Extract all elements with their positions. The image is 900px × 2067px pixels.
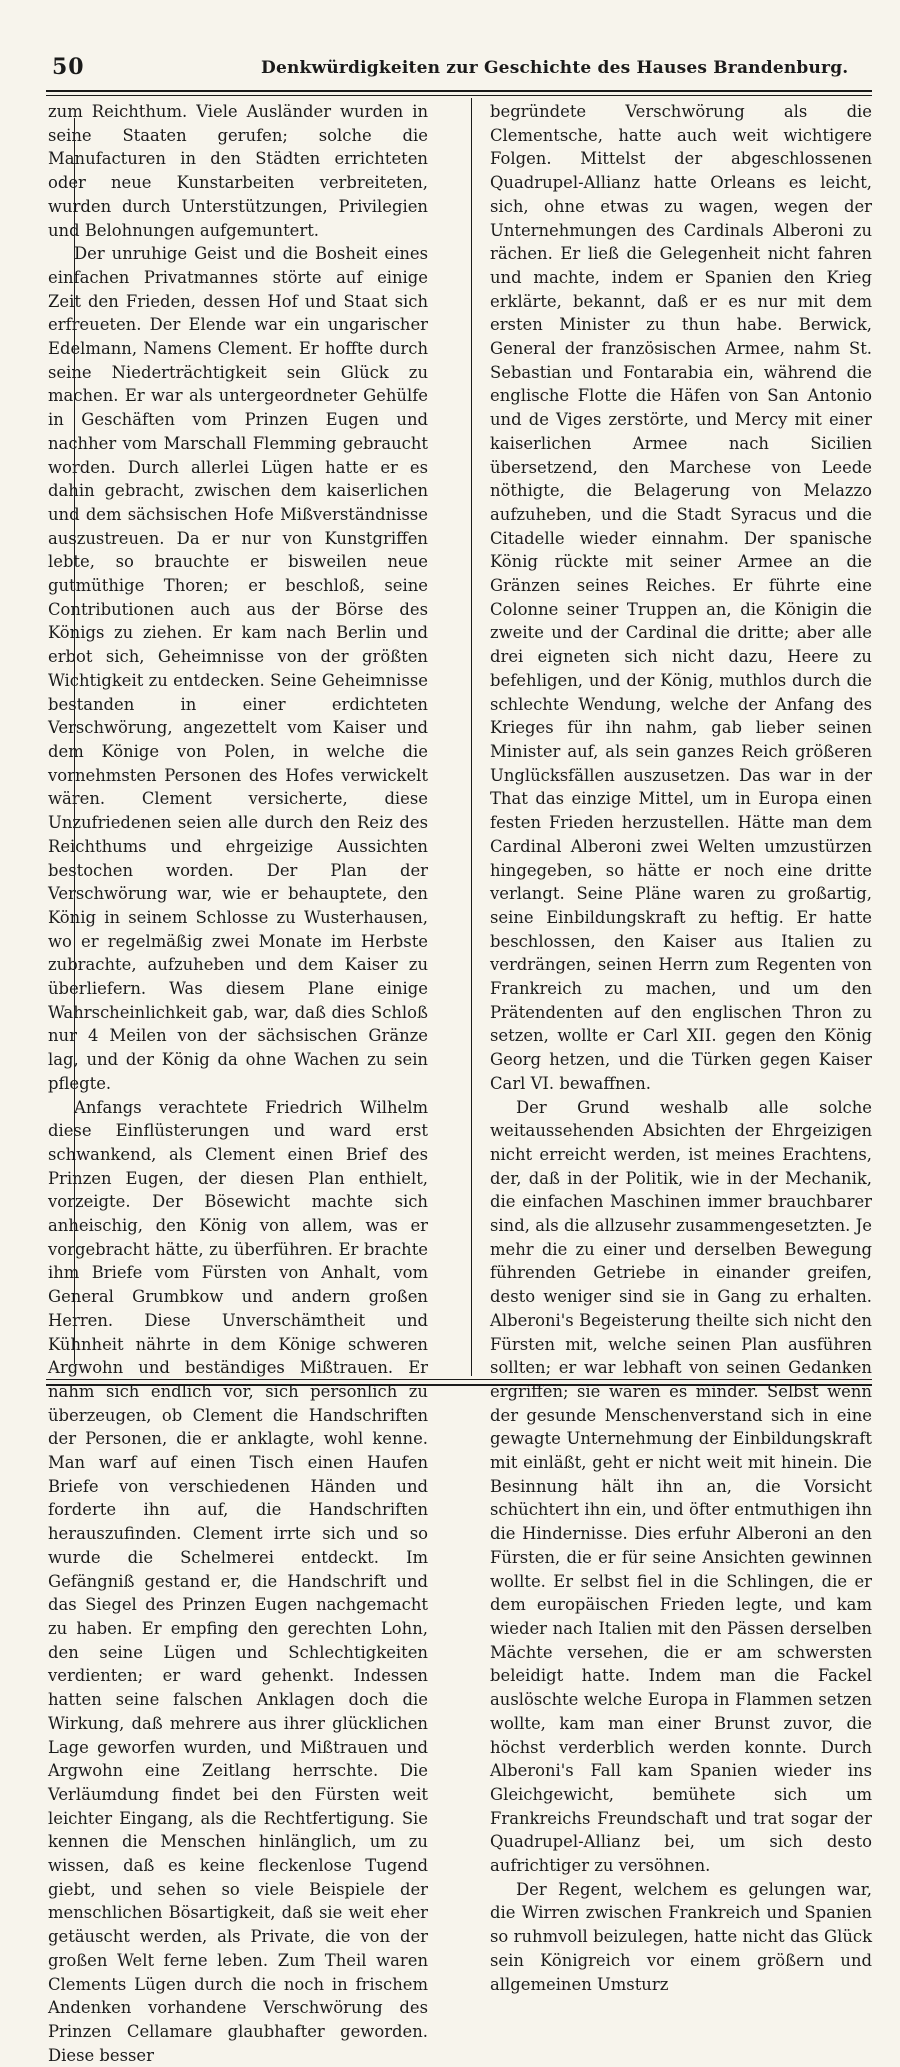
page-number: 50: [52, 54, 85, 80]
book-page: [46, 48, 872, 2065]
right-column: [490, 100, 872, 1994]
right-paragraph-3: Der Regent, welchem es gelungen war, die Wirren zwischen Frankreich und Spanien so ruhmvoll beizulegen, hatte nicht das Glück sein Königreich vor einem größern und allgemeinen Umsturz: [490, 1879, 872, 1994]
column-divider: [471, 98, 472, 1376]
left-column: [48, 100, 428, 2065]
left-paragraph-2: Der unruhige Geist und die Bosheit eines einfachen Privatmannes störte auf einige Zeit den Frieden, dessen Hof und Staat sich erfreueten. Der Elende war ein ungarischer Edelmann, Namens Clement. Er hoffte durch seine Niederträchtigkeit sein Glück zu machen. Er war als untergeordneter Gehülfe in Geschäften vom Prinzen Eugen und nachher vom Marschall Flemming gebraucht worden. Durch allerlei Lügen hatte er es dahin gebracht, zwischen dem kaiserlichen und dem sächsischen Hofe Mißverständnisse auszustreuen. Da er nur von Kunstgriffen lebte, so brauchte er bisweilen neue gutmüthige Thoren; er beschloß, seine Contributionen auch aus der Börse des Königs zu ziehen. Er kam nach Berlin und erbot sich, Geheimnisse von der größten Wichtigkeit zu entdecken. Seine Geheimnisse bestanden in einer erdichteten Verschwörung, angezettelt vom Kaiser und dem Könige von Polen, in welche die vornehmsten Personen des Hofes verwickelt wären. Clement versicherte, diese Unzufriedenen seien alle durch den Reiz des Reichthums und ehrgeizige Aussichten bestochen worden. Der Plan der Verschwörung war, wie er behauptete, den König in seinem Schlosse zu Wusterhausen, wo er regelmäßig zwei Monate im Herbste zubrachte, aufzuheben und dem Kaiser zu überliefern. Was diesem Plane einige Wahrscheinlichkeit gab, war, daß dies Schloß nur 4 Meilen von der sächsischen Gränze lag, und der König da ohne Wachen zu sein pflegte.: [48, 244, 428, 1093]
right-paragraph-2: Der Grund weshalb alle solche weitaussehenden Absichten der Ehrgeizigen nicht erreicht werden, ist meines Erachtens, der, daß in der Politik, wie in der Mechanik, die einfachen Maschinen immer brauchbarer sind, als die allzusehr zusammengesetzten. Je mehr die zu einer und derselben Bewegung führenden Getriebe in einander greifen, desto weniger sind sie in Gang zu erhalten. Alberoni's Begeisterung theilte sich nicht den Fürsten mit, welche seinen Plan ausführen sollten; er war lebhaft von seinen Gedanken ergriffen; sie waren es minder. Selbst wenn der gesunde Menschenverstand sich in eine gewagte Unternehmung der Einbildungskraft mit einläßt, geht er nicht weit mit hinein. Die Besinnung hält ihn an, die Vorsicht schüchtert ihn ein, und öfter entmuthigen ihn die Hindernisse. Dies erfuhr Alberoni an den Fürsten, die er für seine Ansichten gewinnen wollte. Er selbst fiel in die Schlingen, die er dem europäischen Frieden legte, und kam wieder nach Italien mit den Pässen derselben Mächte versehen, die er am schwersten beleidigt hatte. Indem man die Fackel auslöschte welche Europa in Flammen setzen wollte, kam man einer Brunst zuvor, die höchst verderblich werden konnte. Durch Alberoni's Fall kam Spanien wieder ins Gleichgewicht, bemühete sich um Frankreichs Freundschaft und trat sogar der Quadrupel-Allianz bei, um sich desto aufrichtiger zu versöhnen.: [490, 1097, 872, 1876]
page-bottom-rule: [46, 1384, 872, 1386]
page-header: [46, 48, 872, 92]
running-title: Denkwürdigkeiten zur Geschichte des Hauses Brandenburg.: [261, 58, 849, 78]
left-paragraph-3: Anfangs verachtete Friedrich Wilhelm diese Einflüsterungen und ward erst schwankend, als Clement einen Brief des Prinzen Eugen, der diesen Plan enthielt, vorzeigte. Der Bösewicht machte sich anheischig, den König von allem, was er vorgebracht hätte, zu überführen. Er brachte ihm Briefe vom Fürsten von Anhalt, vom General Grumbkow und andern großen Herren. Diese Unverschämtheit und Kühnheit nährte in dem Könige schweren Argwohn und beständiges Mißtrauen. Er nahm sich endlich vor, sich persönlich zu überzeugen, ob Clement die Handschriften der Personen, die er anklagte, wohl kenne. Man warf auf einen Tisch einen Haufen Briefe von verschiedenen Händen und forderte ihn auf, die Handschriften herauszufinden. Clement irrte sich und so wurde die Schelmerei entdeckt. Im Gefängniß gestand er, die Handschrift und das Siegel des Prinzen Eugen nachgemacht zu haben. Er empfing den gerechten Lohn, den seine Lügen und Schlechtigkeiten verdienten; er ward gehenkt. Indessen hatten seine falschen Anklagen doch die Wirkung, daß mehrere aus ihrer glücklichen Lage geworfen wurden, und Mißtrauen und Argwohn eine Zeitlang herrschte. Die Verläumdung findet bei den Fürsten weit leichter Eingang, als die Rechtfertigung. Sie kennen die Menschen hinlänglich, um zu wissen, daß es keine fleckenlose Tugend giebt, und sehen so viele Beispiele der menschlichen Bösartigkeit, daß sie weit eher getäuscht werden, als Private, die von der großen Welt ferne leben. Zum Theil waren Clements Lügen durch die noch in frischem Andenken vorhandene Verschwörung des Prinzen Cellamare glaubhafter geworden. Diese besser: [48, 1097, 428, 2065]
left-paragraph-1: zum Reichthum. Viele Ausländer wurden in seine Staaten gerufen; solche die Manufacturen in den Städten errichteten oder neue Kunstarbeiten verbreiteten, wurden durch Unterstützungen, Privilegien und Belohnungen aufgemuntert.: [48, 102, 428, 240]
right-paragraph-1: begründete Verschwörung als die Clementsche, hatte auch weit wichtigere Folgen. Mittelst der abgeschlossenen Quadrupel-Allianz hatte Orleans es leicht, sich, ohne etwas zu wagen, wegen der Unternehmungen des Cardinals Alberoni zu rächen. Er ließ die Gelegenheit nicht fahren und machte, indem er Spanien den Krieg erklärte, bekannt, daß er es nur mit dem ersten Minister zu thun habe. Berwick, General der französischen Armee, nahm St. Sebastian und Fontarabia ein, während die englische Flotte die Häfen von San Antonio und de Viges zerstörte, und Mercy mit einer kaiserlichen Armee nach Sicilien übersetzend, den Marchese von Leede nöthigte, die Belagerung von Melazzo aufzuheben, und die Stadt Syracus und die Citadelle wieder einnahm. Der spanische König rückte mit seiner Armee an die Gränzen seines Reiches. Er führte eine Colonne seiner Truppen an, die Königin die zweite und der Cardinal die dritte; aber alle drei eigneten sich nicht dazu, Heere zu befehligen, und der König, muthlos durch die schlechte Wendung, welche der Anfang des Krieges für ihn nahm, gab lieber seinen Minister auf, als sein ganzes Reich größeren Unglücksfällen auszusetzen. Das war in der That das einzige Mittel, um in Europa einen festen Frieden herzustellen. Hätte man dem Cardinal Alberoni zwei Welten umzustürzen hingegeben, so hätte er noch eine dritte verlangt. Seine Pläne waren zu großartig, seine Einbildungskraft zu heftig. Er hatte beschlossen, den Kaiser aus Italien zu verdrängen, seinen Herrn zum Regenten von Frankreich zu machen, und um den Prätendenten auf den englischen Thron zu setzen, wollte er Carl XII. gegen den König Georg hetzen, und die Türken gegen Kaiser Carl VI. bewaffnen.: [490, 102, 872, 1093]
